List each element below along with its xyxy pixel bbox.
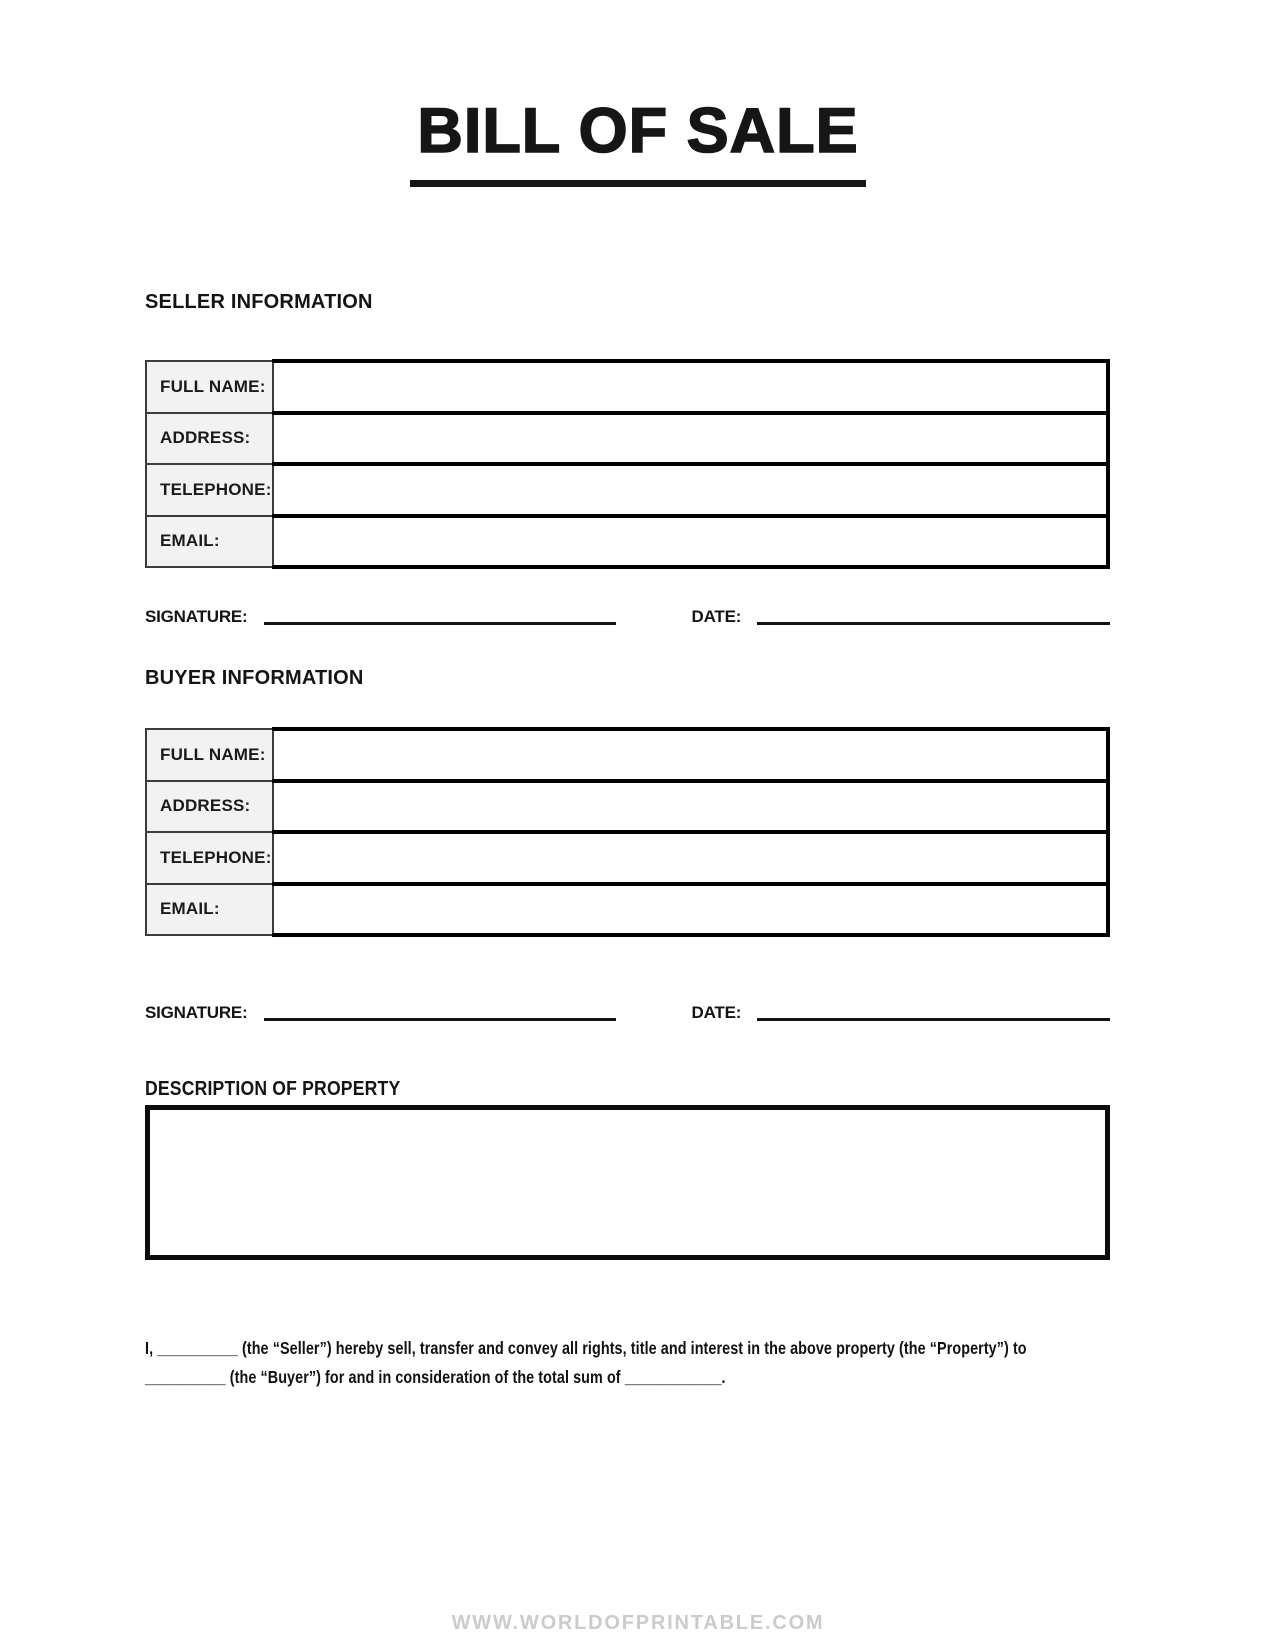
seller-address-label: ADDRESS: — [146, 413, 273, 465]
seller-section-heading: SELLER INFORMATION — [145, 291, 373, 313]
title-block — [0, 95, 1276, 187]
buyer-signature-row — [145, 997, 1110, 1023]
buyer-telephone-label: TELEPHONE: — [146, 832, 273, 884]
seller-signature-label: SIGNATURE: — [145, 607, 248, 626]
table-row — [146, 361, 1108, 413]
buyer-telephone-field[interactable] — [273, 832, 1108, 884]
buyer-full-name-label: FULL NAME: — [146, 729, 273, 781]
buyer-full-name-field[interactable] — [273, 729, 1108, 781]
property-section-heading — [145, 1078, 1110, 1100]
table-row — [146, 832, 1108, 884]
seller-full-name-field[interactable] — [273, 361, 1108, 413]
table-row — [146, 516, 1108, 568]
property-description-field[interactable] — [145, 1105, 1110, 1260]
seller-address-field[interactable] — [273, 413, 1108, 465]
table-row — [146, 781, 1108, 833]
footer-website-text: WWW.WORLDOFPRINTABLE.COM — [451, 1612, 825, 1634]
buyer-address-field[interactable] — [273, 781, 1108, 833]
seller-signature-row — [145, 601, 1110, 627]
seller-telephone-field[interactable] — [273, 464, 1108, 516]
seller-email-label: EMAIL: — [146, 516, 273, 568]
table-row — [146, 464, 1108, 516]
buyer-address-label: ADDRESS: — [146, 781, 273, 833]
seller-date-line[interactable] — [757, 622, 1110, 625]
seller-info-table — [145, 359, 1110, 569]
property-section-heading-text: DESCRIPTION OF PROPERTY — [145, 1078, 401, 1100]
buyer-signature-line[interactable] — [264, 1018, 616, 1021]
table-row — [146, 884, 1108, 936]
page-title: BILL OF SALE — [417, 96, 859, 166]
seller-full-name-label: FULL NAME: — [146, 361, 273, 413]
buyer-date-label: DATE: — [691, 1003, 742, 1022]
title-underline — [410, 180, 866, 187]
buyer-signature-label: SIGNATURE: — [145, 1003, 248, 1022]
buyer-email-label: EMAIL: — [146, 884, 273, 936]
agreement-paragraph: I, __________ (the “Seller”) hereby sell, transfer and convey all rights, title and interest in the above property (the “Property”) to __________ (the “Buyer”) for and in consideration of the total sum of ____________. — [145, 1338, 1027, 1387]
buyer-info-table — [145, 727, 1110, 937]
table-row — [146, 413, 1108, 465]
seller-telephone-label: TELEPHONE: — [146, 464, 273, 516]
seller-date-label: DATE: — [691, 607, 742, 626]
seller-signature-line[interactable] — [264, 622, 616, 625]
seller-email-field[interactable] — [273, 516, 1108, 568]
buyer-email-field[interactable] — [273, 884, 1108, 936]
buyer-section-heading: BUYER INFORMATION — [145, 667, 364, 689]
table-row — [146, 729, 1108, 781]
buyer-date-line[interactable] — [757, 1018, 1110, 1021]
